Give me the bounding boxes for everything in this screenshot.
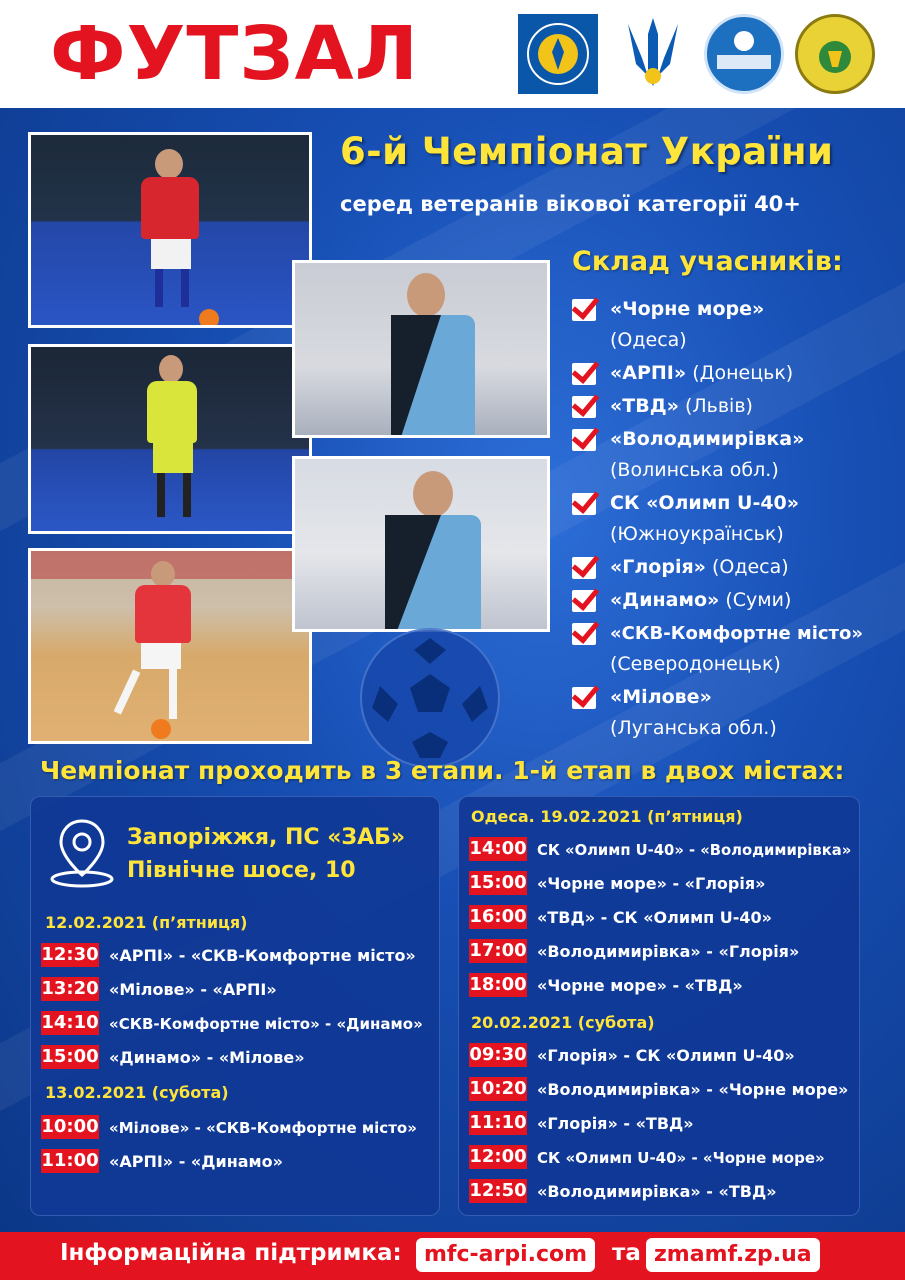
championship-subtitle: серед ветеранів вікової категорії 40+ bbox=[340, 192, 801, 216]
player-photo-blue-black-kit bbox=[292, 260, 550, 438]
list-item: СК «Олимп U-40» (Южноукраїнськ) bbox=[570, 488, 900, 550]
checkmark-icon bbox=[572, 493, 596, 515]
afzo-logo bbox=[795, 14, 875, 94]
footer-and-text: та bbox=[612, 1240, 641, 1266]
match-row: 10:20 «Володимирівка» - «Чорне море» bbox=[469, 1078, 849, 1099]
match-row: 17:00 «Володимирівка» - «Глорія» bbox=[469, 940, 800, 961]
match-row: 14:10 «СКВ-Комфортне місто» - «Динамо» bbox=[41, 1012, 423, 1033]
stages-title: Чемпіонат проходить в 3 етапи. 1-й етап в двох містах: bbox=[40, 756, 845, 785]
player-photo-blue-black-kit-2 bbox=[292, 456, 550, 632]
checkmark-icon bbox=[572, 590, 596, 612]
day-heading: 20.02.2021 (субота) bbox=[471, 1013, 655, 1032]
player-photo-dribbling bbox=[28, 548, 312, 744]
footer bbox=[0, 1232, 905, 1280]
match-row: 14:00 СК «Олимп U-40» - «Володимирівка» bbox=[469, 838, 852, 859]
list-item: «Динамо» (Суми) bbox=[570, 585, 900, 616]
checkmark-icon bbox=[572, 363, 596, 385]
checkmark-icon bbox=[572, 623, 596, 645]
match-row: 13:20 «Мілове» - «АРПІ» bbox=[41, 978, 277, 999]
match-row: 15:00 «Чорне море» - «Глорія» bbox=[469, 872, 766, 893]
match-row: 18:00 «Чорне море» - «ТВД» bbox=[469, 974, 743, 995]
venue-address: Запоріжжя, ПС «ЗАБ» Північне шосе, 10 bbox=[127, 825, 406, 883]
day-heading: 12.02.2021 (п’ятниця) bbox=[45, 913, 248, 932]
page-title: ФУТЗАЛ bbox=[50, 11, 419, 97]
player-photo-red-kit bbox=[28, 132, 312, 328]
match-row: 11:10 «Глорія» - «ТВД» bbox=[469, 1112, 694, 1133]
list-item: «Володимирівка» (Волинська обл.) bbox=[570, 424, 900, 486]
odesa-schedule-panel bbox=[458, 796, 860, 1216]
match-row: 12:30 «АРПІ» - «СКВ-Комфортне місто» bbox=[41, 944, 416, 965]
match-row: 12:50 «Володимирівка» - «ТВД» bbox=[469, 1180, 777, 1201]
zaporizhzhia-schedule-panel bbox=[30, 796, 440, 1216]
checkmark-icon bbox=[572, 396, 596, 418]
match-row: 09:30 «Глорія» - СК «Олимп U-40» bbox=[469, 1044, 795, 1065]
match-row: 11:00 «АРПІ» - «Динамо» bbox=[41, 1150, 283, 1171]
day-heading: 13.02.2021 (субота) bbox=[45, 1083, 229, 1102]
zmamf-link[interactable]: zmamf.zp.ua bbox=[646, 1238, 820, 1272]
match-row: 12:00 СК «Олимп U-40» - «Чорне море» bbox=[469, 1146, 825, 1167]
list-item: «Мілове» (Луганська обл.) bbox=[570, 682, 900, 744]
championship-title: 6-й Чемпіонат України bbox=[340, 130, 834, 173]
participants-title: Склад учасників: bbox=[572, 246, 843, 277]
football-ball-icon bbox=[360, 628, 500, 768]
match-row: 10:00 «Мілове» - «СКВ-Комфортне місто» bbox=[41, 1116, 417, 1137]
list-item: «СКВ-Комфортне місто» (Северодонецьк) bbox=[570, 618, 900, 680]
participants-list bbox=[570, 294, 900, 746]
info-support-label: Інформаційна підтримка: bbox=[60, 1240, 402, 1266]
list-item: «ТВД» (Львів) bbox=[570, 391, 900, 422]
match-row: 16:00 «ТВД» - СК «Олимп U-40» bbox=[469, 906, 773, 927]
futsal-association-logo bbox=[518, 14, 598, 94]
checkmark-icon bbox=[572, 557, 596, 579]
location-pin-icon bbox=[47, 817, 117, 889]
header bbox=[0, 0, 905, 108]
goalkeeper-photo-yellow-kit bbox=[28, 344, 312, 534]
trident-emblem-logo bbox=[618, 14, 688, 94]
checkmark-icon bbox=[572, 687, 596, 709]
main-area bbox=[0, 108, 905, 1232]
list-item: «Чорне море» (Одеса) bbox=[570, 294, 900, 356]
veterans-committee-logo bbox=[704, 14, 784, 94]
list-item: «АРПІ» (Донецьк) bbox=[570, 358, 900, 389]
day-heading: Одеса. 19.02.2021 (п’ятниця) bbox=[471, 807, 743, 826]
checkmark-icon bbox=[572, 429, 596, 451]
match-row: 15:00 «Динамо» - «Мілове» bbox=[41, 1046, 305, 1067]
mfc-arpi-link[interactable]: mfc-arpi.com bbox=[416, 1238, 595, 1272]
checkmark-icon bbox=[572, 299, 596, 321]
list-item: «Глорія» (Одеса) bbox=[570, 552, 900, 583]
